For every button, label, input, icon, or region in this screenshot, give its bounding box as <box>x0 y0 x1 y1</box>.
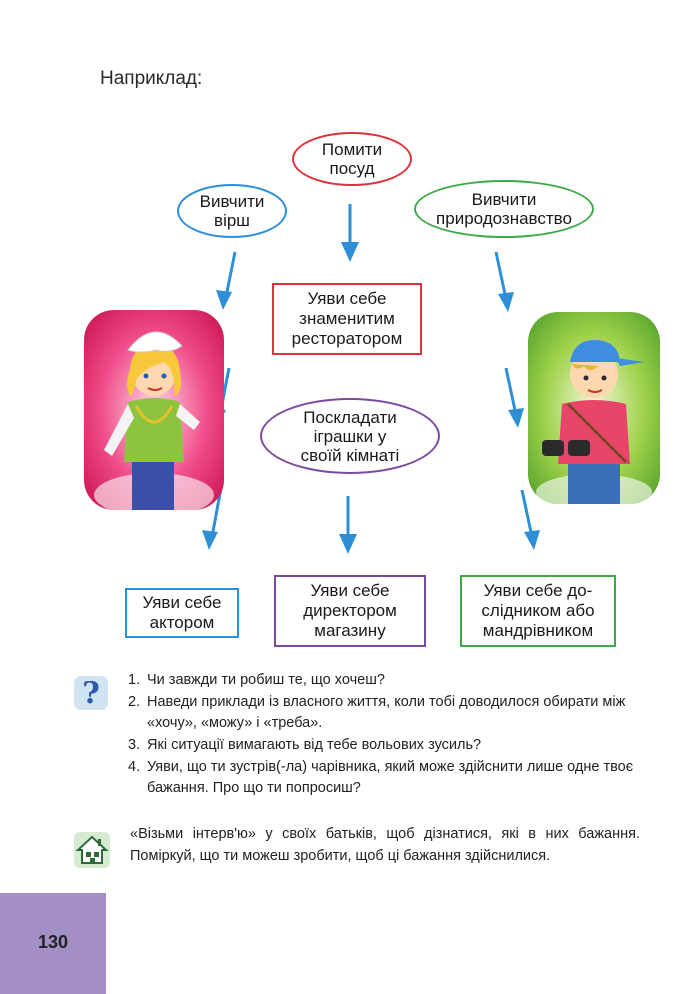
oval-tidy-toys: Поскладати іграшки у своїй кімнаті <box>260 398 440 474</box>
question-item: 3. Які ситуації вимагають від тебе вольових зусиль? <box>128 737 482 753</box>
question-mark-icon: ? <box>74 676 108 710</box>
arrow-icon-nature-1 <box>486 252 526 314</box>
box-shop-director: Уяви себе директором магазину <box>274 575 426 647</box>
arrow-icon-poem-1 <box>210 252 250 312</box>
question-item: 1. Чи завжди ти робиш те, що хочеш? <box>128 672 385 688</box>
arrow-icon-dishes-to-restaurateur <box>335 204 365 264</box>
explorer-boy-illustration <box>528 312 660 504</box>
question-item: 2. Наведи приклади із власного життя, коли тобі доводилося обирати між «хочу», «можу» і «треба». <box>128 694 626 731</box>
house-icon <box>74 832 110 868</box>
oval-learn-poem: Вивчити вірш <box>177 184 287 238</box>
page-number: 130 <box>38 932 69 952</box>
arrow-icon-toys-to-director <box>333 496 363 556</box>
box-actor: Уяви себе актором <box>125 588 239 638</box>
question-list <box>128 670 643 800</box>
homework-text: «Візьми інтерв'ю» у своїх батьків, щоб дізнатися, які в них бажання. Поміркуй, що ти можеш зробити, щоб ці бажання здійснилися. <box>130 826 640 864</box>
box-explorer: Уяви себе до- слідником або мандрівником <box>460 575 616 647</box>
page-heading: Наприклад: <box>100 68 203 89</box>
oval-learn-nature-studies: Вивчити природознавство <box>414 180 594 238</box>
actor-girl-illustration <box>84 310 224 510</box>
question-item: 4. Уяви, що ти зустрів(-ла) чарівника, який може здійснити лише одне твоє бажання. Про що ти попросиш? <box>128 759 634 796</box>
box-restaurateur: Уяви себе знаменитим ресторатором <box>272 283 422 355</box>
oval-wash-dishes: Помити посуд <box>292 132 412 186</box>
